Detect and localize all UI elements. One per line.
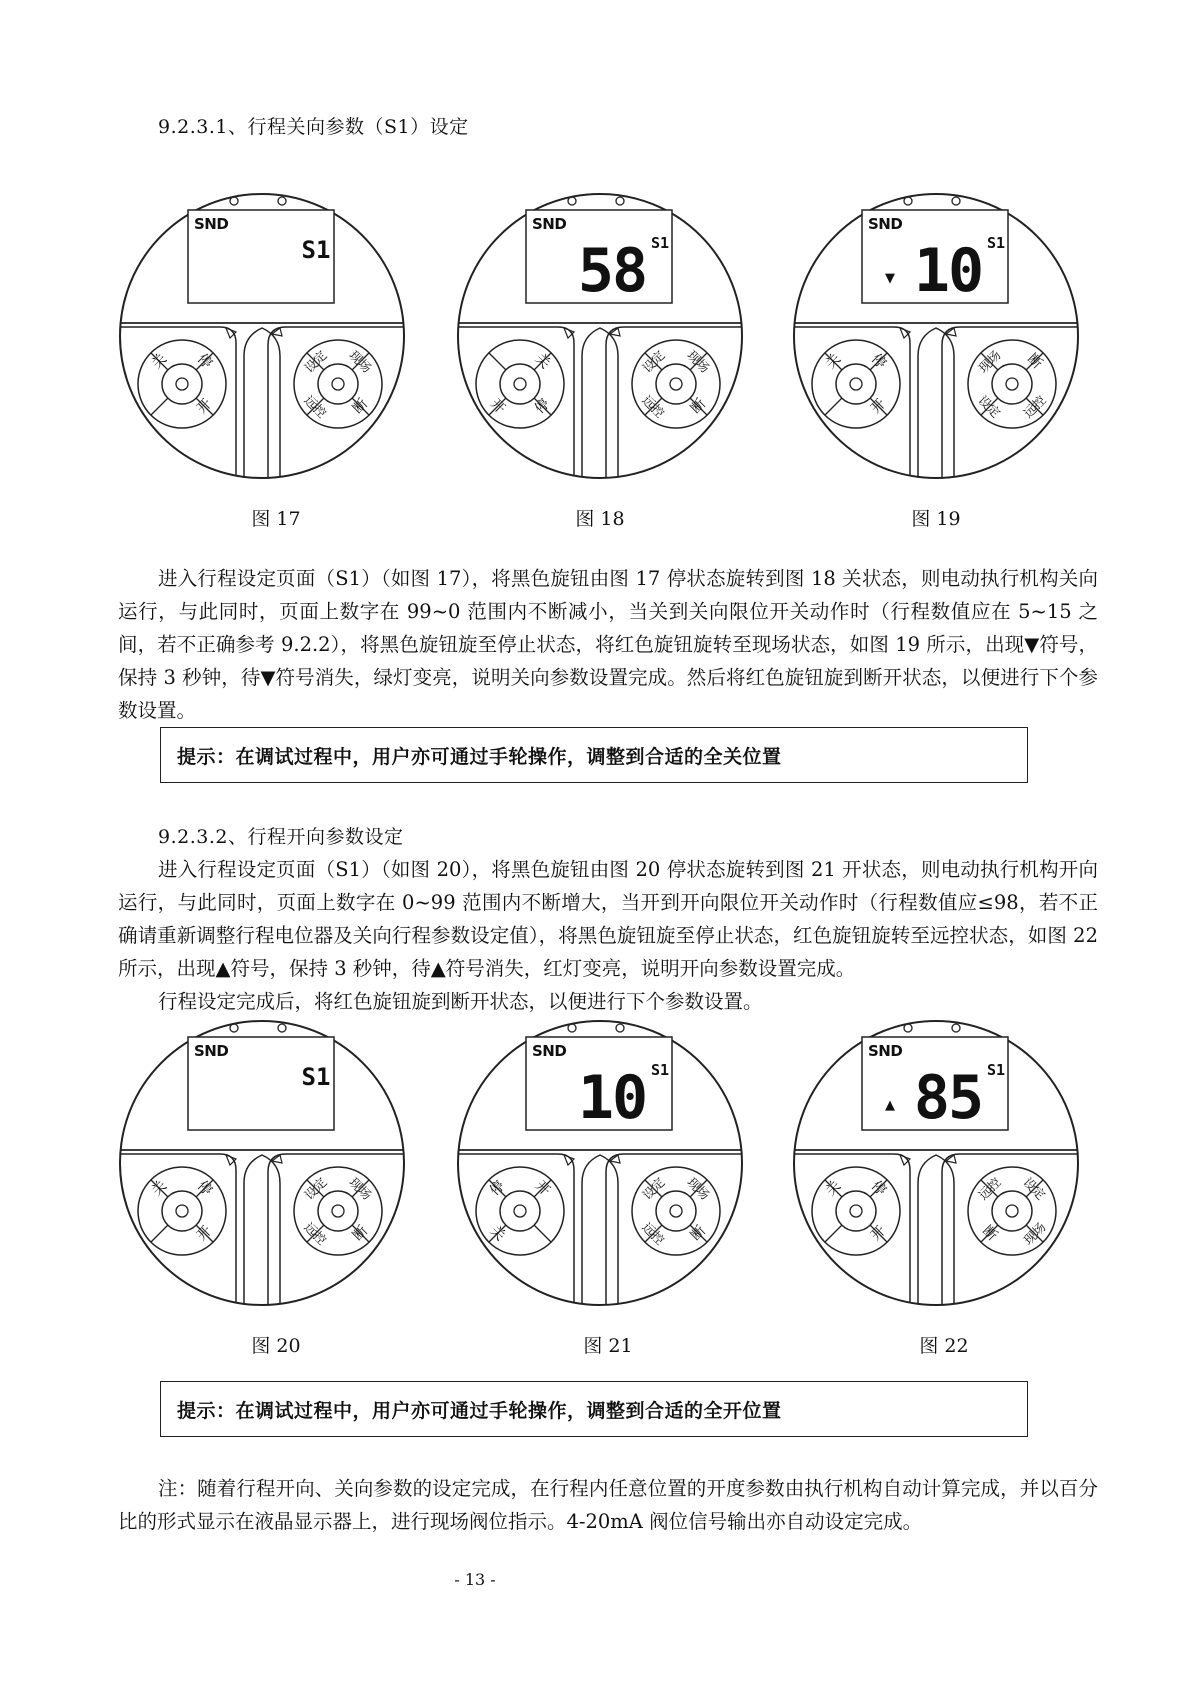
red-label: 断 xyxy=(349,395,372,418)
red-label: 远控 xyxy=(301,392,330,421)
red-label: 设定 xyxy=(975,392,1004,421)
black-label: 开 xyxy=(193,1222,216,1245)
red-label: 现场 xyxy=(975,347,1004,376)
lcd-label: SND xyxy=(868,215,903,233)
figure-22 xyxy=(786,1013,1086,1317)
red-label: 现场 xyxy=(346,347,375,376)
black-label: 停 xyxy=(193,1177,216,1200)
lcd-value: 10 xyxy=(577,1063,647,1133)
red-label: 设定 xyxy=(1020,1174,1049,1203)
red-label: 断 xyxy=(687,1222,710,1245)
note-text: 注：随着行程开向、关向参数的设定完成，在行程内任意位置的开度参数由执行机构自动计算完成，并以百分比的形式显示在液晶显示器上，进行现场阀位指示。4-20mA 阀位信号输出亦自动设定完成。 xyxy=(118,1477,1098,1533)
red-label: 断 xyxy=(978,1222,1001,1245)
section-2-body xyxy=(118,853,1098,1018)
black-label: 停 xyxy=(531,395,554,418)
red-label: 断 xyxy=(687,395,710,418)
lcd-parameter: S1 xyxy=(986,1061,1006,1079)
controller-diagram xyxy=(786,186,1086,490)
tip-box-2: 提示：在调试过程中，用户亦可通过手轮操作，调整到合适的全开位置 xyxy=(160,1381,1028,1437)
lcd-parameter: S1 xyxy=(986,234,1006,252)
black-label: 开 xyxy=(193,395,216,418)
figure-19 xyxy=(786,186,1086,490)
lcd-label: SND xyxy=(532,215,567,233)
section-heading-1: 9.2.3.1、行程关向参数（S1）设定 xyxy=(158,116,469,138)
lcd-label: SND xyxy=(532,1042,567,1060)
paragraph: 行程设定完成后，将红色旋钮旋到断开状态，以便进行下个参数设置。 xyxy=(158,990,763,1013)
figure-caption: 图 22 xyxy=(919,1335,969,1357)
red-label: 远控 xyxy=(639,1219,668,1248)
figure-17 xyxy=(112,186,412,490)
lcd-value: 10 xyxy=(913,236,983,306)
lcd-parameter: S1 xyxy=(301,1063,331,1091)
black-label: 关 xyxy=(148,350,171,373)
controller-diagram xyxy=(786,1013,1086,1317)
lcd-value: 85 xyxy=(913,1063,983,1133)
black-label: 开 xyxy=(867,395,890,418)
lcd-display xyxy=(188,1037,334,1130)
black-label: 停 xyxy=(486,1177,509,1200)
black-label: 开 xyxy=(867,1222,890,1245)
red-label: 设定 xyxy=(639,347,668,376)
lcd-label: SND xyxy=(194,1042,229,1060)
figure-18 xyxy=(450,186,750,490)
red-label: 远控 xyxy=(975,1174,1004,1203)
black-label: 开 xyxy=(486,395,509,418)
lcd-display xyxy=(862,1037,1008,1133)
red-label: 远控 xyxy=(1020,392,1049,421)
red-label: 断 xyxy=(349,1222,372,1245)
figure-20 xyxy=(112,1013,412,1317)
black-label: 关 xyxy=(822,350,845,373)
black-label: 关 xyxy=(148,1177,171,1200)
lcd-parameter: S1 xyxy=(650,1061,670,1079)
lcd-display xyxy=(862,210,1008,306)
controller-diagram xyxy=(450,1013,750,1317)
red-label: 设定 xyxy=(301,347,330,376)
black-label: 停 xyxy=(193,350,216,373)
tip-box-1: 提示：在调试过程中，用户亦可通过手轮操作，调整到合适的全关位置 xyxy=(160,727,1028,783)
figure-caption: 图 19 xyxy=(911,508,961,530)
red-label: 现场 xyxy=(1020,1219,1049,1248)
black-label: 停 xyxy=(867,1177,890,1200)
controller-diagram xyxy=(112,186,412,490)
section-heading-2: 9.2.3.2、行程开向参数设定 xyxy=(158,826,404,848)
figure-caption: 图 18 xyxy=(575,508,625,530)
black-label: 开 xyxy=(531,1177,554,1200)
red-label: 远控 xyxy=(301,1219,330,1248)
controller-diagram xyxy=(450,186,750,490)
lcd-label: SND xyxy=(194,215,229,233)
red-label: 远控 xyxy=(639,392,668,421)
lcd-parameter: S1 xyxy=(650,234,670,252)
up-arrow-icon: ▲ xyxy=(885,1098,895,1113)
figure-caption: 图 17 xyxy=(251,508,301,530)
note xyxy=(118,1472,1098,1538)
red-label: 现场 xyxy=(684,347,713,376)
lcd-value: 58 xyxy=(577,236,647,306)
figure-caption: 图 20 xyxy=(251,1335,301,1357)
red-label: 现场 xyxy=(684,1174,713,1203)
paragraph: 进入行程设定页面（S1）（如图 17），将黑色旋钮由图 17 停状态旋转到图 18 关状态，则电动执行机构关向运行，与此同时，页面上数字在 99~0 范围内不断减小，当关到关向限位开关动作时（行程数值应在 5~15 之间，若不正确参考 9.2.2），将黑色旋钮旋至停止状态，将红色旋钮旋转至现场状态，如图 19 所示，出现▼符号，保持 3 秒钟，待▼符号消失，绿灯变亮，说明关向参数设置完成。然后将红色旋钮旋到断开状态，以便进行下个参数设置。 xyxy=(118,567,1098,722)
controller-diagram xyxy=(112,1013,412,1317)
black-label: 关 xyxy=(531,350,554,373)
lcd-label: SND xyxy=(868,1042,903,1060)
lcd-display xyxy=(526,1037,672,1133)
figure-21 xyxy=(450,1013,750,1317)
black-label: 关 xyxy=(486,1222,509,1245)
red-label: 断 xyxy=(1023,350,1046,373)
red-label: 现场 xyxy=(346,1174,375,1203)
lcd-display xyxy=(526,210,672,306)
red-label: 设定 xyxy=(639,1174,668,1203)
lcd-parameter: S1 xyxy=(301,236,331,264)
page-number: - 13 - xyxy=(454,1570,496,1589)
lcd-display xyxy=(188,210,334,303)
black-label: 关 xyxy=(822,1177,845,1200)
red-label: 设定 xyxy=(301,1174,330,1203)
down-arrow-icon: ▼ xyxy=(885,271,895,286)
black-label: 停 xyxy=(867,350,890,373)
figure-caption: 图 21 xyxy=(583,1335,633,1357)
paragraph: 进入行程设定页面（S1）（如图 20），将黑色旋钮由图 20 停状态旋转到图 21 开状态，则电动执行机构开向运行，与此同时，页面上数字在 0~99 范围内不断增大，当开到开向限位开关动作时（行程数值应≤98，若不正确请重新调整行程电位器及关向行程参数设定值），将黑色旋钮旋至停止状态，红色旋钮旋转至远控状态，如图 22 所示，出现▲符号，保持 3 秒钟，待▲符号消失，红灯变亮，说明开向参数设置完成。 xyxy=(118,858,1098,980)
section-1-body xyxy=(118,562,1098,727)
